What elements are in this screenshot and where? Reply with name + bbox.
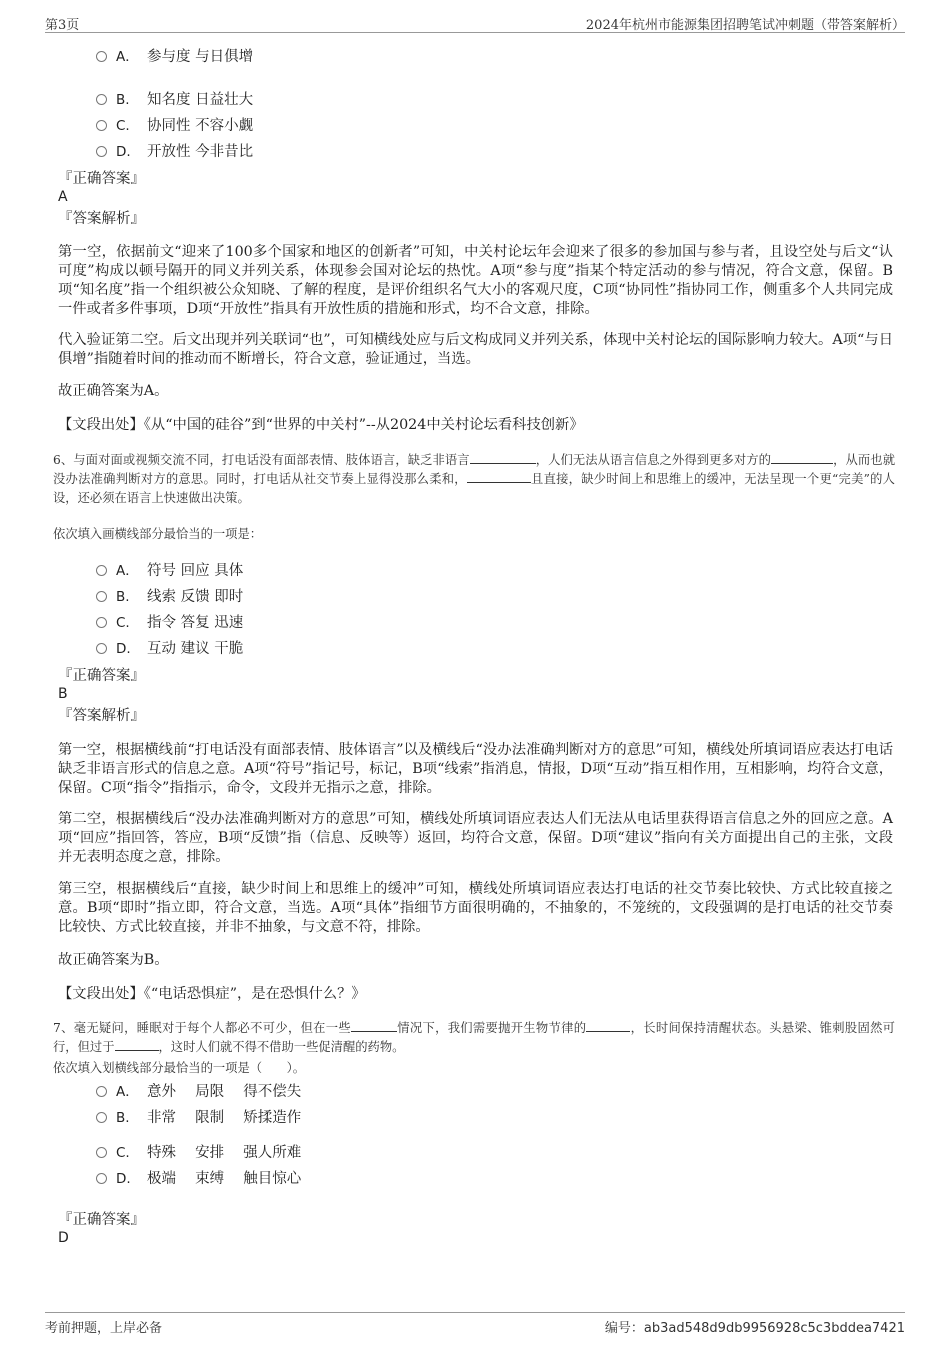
q5-analysis-paragraph: 代入验证第二空。后文出现并列关联词“也”，可知横线处应与后文构成同义并列关系，体现中关村论坛的国际影响力较大。A项“与日俱增”指随着时间的推动而不断增长，符合文意，验证通过，当选。: [58, 332, 893, 367]
blank-line: [586, 1019, 630, 1032]
q5-analysis-label: 『答案解析』: [58, 211, 145, 227]
q6-answer: B: [58, 686, 68, 702]
q5-analysis-paragraph: 故正确答案为A。: [58, 383, 169, 399]
q7-option-a[interactable]: A． 意外 局限 得不偿失: [96, 1081, 301, 1103]
q6-option-b[interactable]: B. 线索 反馈 即时: [96, 586, 243, 608]
document-code: 编号：ab3ad548d9db9956928c5c3bddea7421: [604, 1321, 905, 1336]
q5-option-d[interactable]: D. 开放性 今非昔比: [96, 141, 253, 163]
q7-answer-label: 『正确答案』: [58, 1212, 145, 1228]
blank-line: [115, 1038, 159, 1051]
q6-analysis-paragraph: 故正确答案为B。: [58, 952, 169, 968]
q5-analysis-paragraph: 第一空，依据前文“迎来了100多个国家和地区的创新者”可知，中关村论坛年会迎来了很多的参加国与参与者，且设空处与后文“认可度”构成以顿号隔开的同义并列关系，体现参会国对论坛的热忱。A项“参与度”指某个特定活动的参与情况，符合文意，保留。B项“知名度”指一个组织被公众知晓、了解的程度，是评价组织名气大小的客观尺度，C项“协同性”指协同工作，侧重多个人共同完成一件或者多件事项，D项“开放性”指具有开放性质的措施和形式，均不合文意，排除。: [58, 244, 893, 317]
radio-icon[interactable]: [96, 51, 107, 62]
radio-icon[interactable]: [96, 591, 107, 602]
radio-icon[interactable]: [96, 146, 107, 157]
q5-option-a[interactable]: A． 参与度 与日俱增: [96, 46, 253, 68]
radio-icon[interactable]: [96, 94, 107, 105]
q6-option-a[interactable]: A． 符号 回应 具体: [96, 560, 243, 582]
q7-option-b[interactable]: B. 非常 限制 矫揉造作: [96, 1107, 301, 1129]
q7-prompt: 依次填入划横线部分最恰当的一项是（ ）。: [53, 1061, 306, 1075]
q6-analysis-label: 『答案解析』: [58, 708, 145, 724]
radio-icon[interactable]: [96, 617, 107, 628]
blank-line: [467, 470, 531, 483]
radio-icon[interactable]: [96, 1112, 107, 1123]
radio-icon[interactable]: [96, 1173, 107, 1184]
q5-source: 【文段出处】《从“中国的硅谷”到“世界的中关村”--从2024中关村论坛看科技创新》: [58, 417, 584, 433]
q7-option-d[interactable]: D. 极端 束缚 触目惊心: [96, 1168, 301, 1190]
footer-slogan: 考前押题，上岸必备: [45, 1321, 163, 1336]
blank-line: [771, 451, 833, 464]
q6-option-d[interactable]: D. 互动 建议 干脆: [96, 638, 243, 660]
page-number: 第3页: [45, 18, 80, 33]
q6-source: 【文段出处】《“电话恐惧症”，是在恐惧什么？》: [58, 986, 366, 1002]
q6-option-c[interactable]: C. 指令 答复 迅速: [96, 612, 243, 634]
q5-answer: A: [58, 189, 68, 205]
blank-line: [351, 1019, 397, 1032]
page-footer: [45, 1312, 905, 1335]
document-title: 2024年杭州市能源集团招聘笔试冲刺题（带答案解析）: [585, 18, 905, 33]
q7-answer: D: [58, 1230, 69, 1246]
q6-analysis-paragraph: 第三空，根据横线后“直接，缺少时间上和思维上的缓冲”可知，横线处所填词语应表达打电话的社交节奏比较快、方式比较直接之意。B项“即时”指立即，符合文意，当选。A项“具体”指细节方面很明确的，不抽象的，不笼统的，文段强调的是打电话的社交节奏比较快、方式比较直接，并非不抽象，与文意不符，排除。: [58, 881, 893, 935]
radio-icon[interactable]: [96, 565, 107, 576]
q6-prompt: 依次填入画横线部分最恰当的一项是：: [53, 527, 263, 541]
radio-icon[interactable]: [96, 1086, 107, 1097]
blank-line: [470, 451, 536, 464]
q7-stem: 7、毫无疑问，睡眠对于每个人都必不可少，但在一些 情况下，我们需要抛开生物节律的 ，长时间保持清醒状态。头悬梁、锥刺股固然可行，但过于 ，这时人们就不得不借助一些促清醒的药物。: [53, 1021, 895, 1054]
q5-answer-label: 『正确答案』: [58, 171, 145, 187]
q6-analysis-paragraph: 第一空，根据横线前“打电话没有面部表情、肢体语言”以及横线后“没办法准确判断对方的意思”可知，横线处所填词语应表达打电话缺乏非语言形式的信息之意。A项“符号”指记号，标记，B项“线索”指消息，情报，D项“互动”指互相作用，互相影响，均符合文意，保留。C项“指令”指指示，命令，文段并无指示之意，排除。: [58, 742, 893, 796]
radio-icon[interactable]: [96, 643, 107, 654]
q6-stem: 6、与面对面或视频交流不同，打电话没有面部表情、肢体语言，缺乏非语言 ，人们无法从语言信息之外得到更多对方的 ，从而也就没办法准确判断对方的意思。同时，打电话从社交节奏上显得没那么柔和， 且直接，缺少时间上和思维上的缓冲，无法呈现一个更“完美”的人设，还必须在语言上快速做出决策。: [53, 453, 895, 505]
radio-icon[interactable]: [96, 1147, 107, 1158]
q5-option-b[interactable]: B. 知名度 日益壮大: [96, 89, 253, 111]
q6-analysis-paragraph: 第二空，根据横线后“没办法准确判断对方的意思”可知，横线处所填词语应表达人们无法从电话里获得语言信息之外的回应之意。A项“回应”指回答，答应，B项“反馈”指（信息、反映等）返回，均符合文意，保留。D项“建议”指向有关方面提出自己的主张，文段并无表明态度之意，排除。: [58, 811, 893, 865]
page-header: [45, 12, 905, 33]
q5-option-c[interactable]: C. 协同性 不容小觑: [96, 115, 253, 137]
q7-option-c[interactable]: C. 特殊 安排 强人所难: [96, 1142, 301, 1164]
radio-icon[interactable]: [96, 120, 107, 131]
q6-answer-label: 『正确答案』: [58, 668, 145, 684]
